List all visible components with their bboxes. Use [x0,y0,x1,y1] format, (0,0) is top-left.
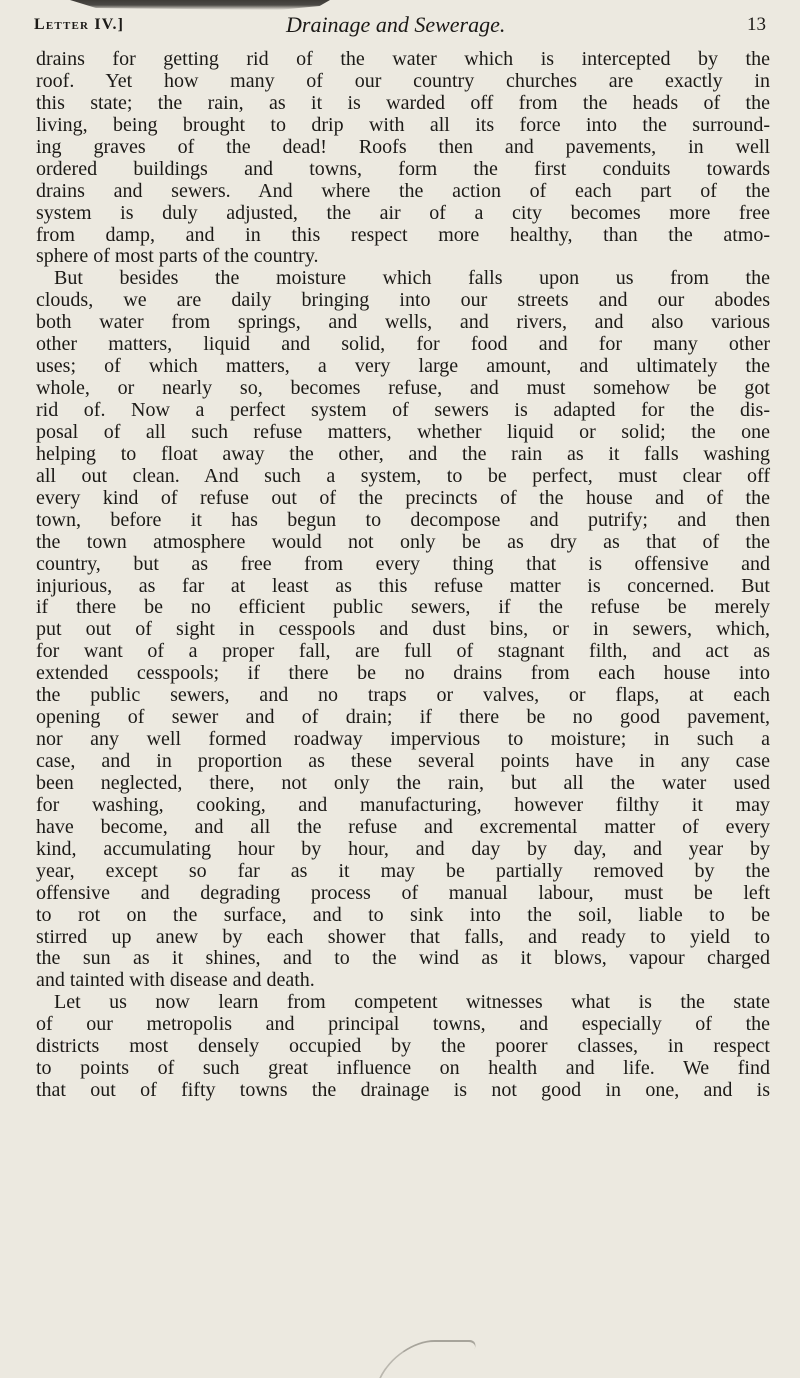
text-line: uses; of which matters, a very large amount, and ultimately the [36,355,770,378]
text-line: clouds, we are daily bringing into our streets and our abodes [36,289,770,312]
text-line: helping to float away the other, and the rain as it falls washing [36,442,770,465]
text-line: rid of. Now a perfect system of sewers is adapted for the dis- [36,399,770,421]
header-title: Drainage and Sewerage. [286,12,506,37]
text-line: Let us now learn from competent witnesses what is the state [54,991,770,1014]
text-line: from damp, and in this respect more healthy, than the atmo- [36,223,770,246]
text-line: offensive and degrading process of manual labour, must be left [36,881,770,904]
text-line: But besides the moisture which falls upon us from the [54,267,770,290]
text-line: both water from springs, and wells, and rivers, and also various [36,311,770,334]
text-line: ordered buildings and towns, form the first conduits towards [36,157,770,180]
text-line: sphere of most parts of the country. [36,245,319,268]
text-line: every kind of refuse out of the precincts of the house and of the [36,486,770,509]
text-line: drains for getting rid of the water which is intercepted by the [36,48,770,70]
page-number: 13 [747,14,766,35]
text-line: of our metropolis and principal towns, and especially of the [36,1013,770,1036]
text-line: injurious, as far at least as this refuse matter is concerned. But [36,574,770,597]
scan-smudge [70,0,330,10]
text-line: put out of sight in cesspools and dust bins, or in sewers, which, [36,618,770,641]
text-line: other matters, liquid and solid, for food and for many other [36,333,770,356]
text-line: whole, or nearly so, becomes refuse, and must somehow be got [36,377,770,400]
text-line: for washing, cooking, and manufacturing, however filthy it may [36,793,770,816]
text-line: living, being brought to drip with all its force into the surround- [36,113,770,136]
text-line: if there be no efficient public sewers, if the refuse be merely [36,596,770,619]
text-line: extended cesspools; if there be no drains from each house into [36,662,770,685]
text-line: all out clean. And such a system, to be perfect, must clear off [36,464,770,487]
text-line: case, and in proportion as these several points have in any case [36,750,770,772]
text-line: to rot on the surface, and to sink into the soil, liable to be [36,903,770,926]
text-line: nor any well formed roadway impervious to moisture; in such a [36,728,770,751]
running-header [34,12,770,42]
text-line: the sun as it shines, and to the wind as it blows, vapour charged [36,947,770,970]
text-line: kind, accumulating hour by hour, and day by day, and year by [36,837,770,860]
text-line: ing graves of the dead! Roofs then and pavements, in well [36,135,770,158]
text-line: roof. Yet how many of our country churches are exactly in [36,69,770,92]
header-letter-number: Letter IV.] [34,16,125,33]
scan-edge-mark [379,1340,479,1378]
body-text [36,49,770,1102]
text-line: this state; the rain, as it is warded off from the heads of the [36,91,770,114]
text-line: opening of sewer and of drain; if there be no good pavement, [36,706,770,729]
text-line: and tainted with disease and death. [36,969,315,992]
text-line: that out of fifty towns the drainage is not good in one, and is [36,1079,770,1102]
text-line: country, but as free from every thing that is offensive and [36,552,770,575]
text-line: have become, and all the refuse and excremental matter of every [36,815,770,838]
text-line: stirred up anew by each shower that falls, and ready to yield to [36,925,770,948]
text-line: the town atmosphere would not only be as dry as that of the [36,530,770,553]
text-line: for want of a proper fall, are full of stagnant filth, and act as [36,640,770,663]
text-line: been neglected, there, not only the rain, but all the water used [36,771,770,794]
text-line: town, before it has begun to decompose and putrify; and then [36,508,770,531]
text-line: to points of such great influence on health and life. We find [36,1057,770,1080]
text-line: posal of all such refuse matters, whether liquid or solid; the one [36,420,770,443]
text-line: drains and sewers. And where the action of each part of the [36,179,770,202]
text-line: districts most densely occupied by the poorer classes, in respect [36,1035,770,1058]
text-line: year, except so far as it may be partially removed by the [36,859,770,882]
text-line: the public sewers, and no traps or valves, or flaps, at each [36,684,770,707]
text-line: system is duly adjusted, the air of a city becomes more free [36,201,770,224]
